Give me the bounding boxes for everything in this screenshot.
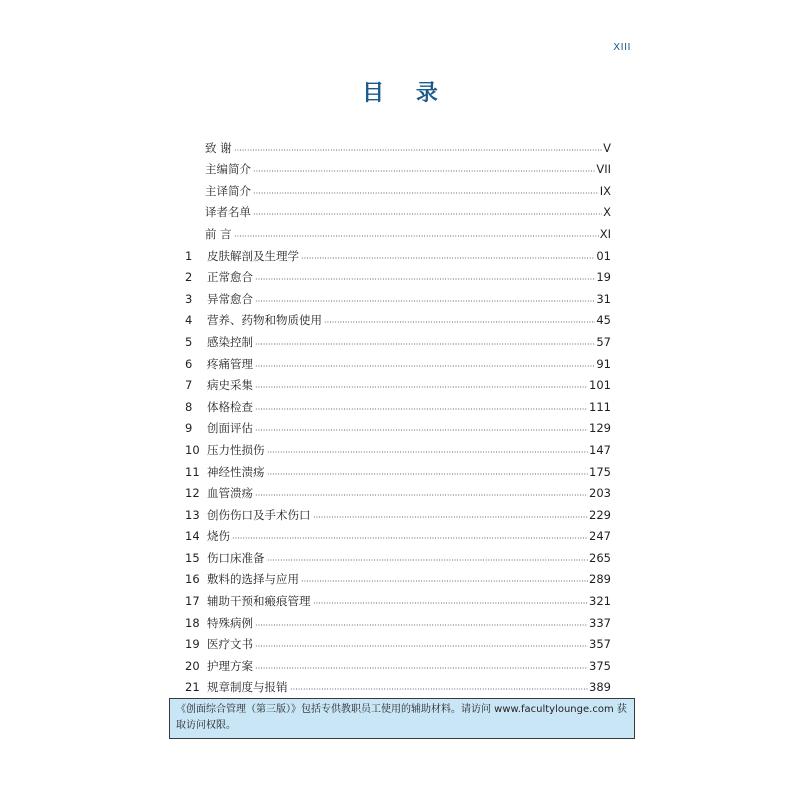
toc-entry-label: 创面评估 bbox=[207, 421, 253, 436]
toc-entry-label: 医疗文书 bbox=[207, 637, 253, 652]
toc-entry-label: 压力性损伤 bbox=[207, 442, 265, 457]
toc-entry-page: 375 bbox=[589, 658, 611, 673]
toc-entry[interactable] bbox=[185, 565, 611, 587]
toc-entry-label: 护理方案 bbox=[207, 658, 253, 673]
toc-entry[interactable] bbox=[185, 327, 611, 349]
toc-entry-label: 正常愈合 bbox=[207, 270, 253, 285]
toc-entry[interactable] bbox=[185, 630, 611, 652]
dot-leader bbox=[234, 234, 599, 238]
chapter-number: 20 bbox=[185, 658, 200, 673]
toc-entry-page: X bbox=[603, 205, 611, 220]
toc-entry-page: 389 bbox=[589, 680, 611, 695]
chapter-number: 14 bbox=[185, 529, 200, 544]
toc-entry[interactable] bbox=[185, 133, 611, 155]
toc-entry[interactable] bbox=[185, 500, 611, 522]
toc-entry-label: 异常愈合 bbox=[207, 291, 253, 306]
chapter-number: 5 bbox=[185, 334, 193, 349]
toc-entry[interactable] bbox=[185, 155, 611, 177]
toc-entry-page: 289 bbox=[589, 572, 611, 587]
toc-entry-label: 创伤伤口及手术伤口 bbox=[207, 507, 311, 522]
toc-entry-label: 伤口床准备 bbox=[207, 550, 265, 565]
toc-entry-label: 主译简介 bbox=[205, 183, 251, 198]
toc-entry[interactable] bbox=[185, 349, 611, 371]
toc-entry-page: IX bbox=[599, 183, 611, 198]
toc-entry[interactable] bbox=[185, 219, 611, 241]
toc-entry-label: 体格检查 bbox=[207, 399, 253, 414]
chapter-number: 17 bbox=[185, 594, 200, 609]
dot-leader bbox=[232, 536, 588, 540]
dot-leader bbox=[255, 407, 588, 411]
toc-entry-page: 265 bbox=[589, 550, 611, 565]
toc-entry-page: VII bbox=[596, 162, 611, 177]
chapter-number: 4 bbox=[185, 313, 193, 328]
toc-entry[interactable] bbox=[185, 479, 611, 501]
chapter-number: 10 bbox=[185, 442, 200, 457]
toc-entry-page: 229 bbox=[589, 507, 611, 522]
toc-entry-label: 血管溃疡 bbox=[207, 486, 253, 501]
toc-entry-page: 337 bbox=[589, 615, 611, 630]
dot-leader bbox=[255, 299, 595, 303]
chapter-number: 12 bbox=[185, 486, 200, 501]
chapter-number: 19 bbox=[185, 637, 200, 652]
dot-leader bbox=[253, 169, 595, 173]
dot-leader bbox=[301, 256, 595, 260]
chapter-number: 2 bbox=[185, 270, 193, 285]
toc-entry[interactable] bbox=[185, 284, 611, 306]
toc-entry[interactable] bbox=[185, 414, 611, 436]
toc-entry-label: 营养、药物和物质使用 bbox=[207, 313, 322, 328]
dot-leader bbox=[255, 493, 588, 497]
chapter-number: 15 bbox=[185, 550, 200, 565]
chapter-number: 1 bbox=[185, 248, 193, 263]
toc-entry-label: 特殊病例 bbox=[207, 615, 253, 630]
toc-entry[interactable] bbox=[185, 435, 611, 457]
chapter-number: 6 bbox=[185, 356, 193, 371]
dot-leader bbox=[255, 342, 595, 346]
toc-entry-page: 147 bbox=[589, 442, 611, 457]
toc-entry[interactable] bbox=[185, 198, 611, 220]
dot-leader bbox=[324, 320, 595, 324]
chapter-number: 3 bbox=[185, 291, 193, 306]
toc-entry[interactable] bbox=[185, 371, 611, 393]
toc-entry-page: 45 bbox=[596, 313, 611, 328]
dot-leader bbox=[253, 212, 602, 216]
dot-leader bbox=[255, 385, 588, 389]
toc-entry-label: 病史采集 bbox=[207, 378, 253, 393]
toc-entry-label: 规章制度与报销 bbox=[207, 680, 288, 695]
dot-leader bbox=[234, 148, 602, 152]
dot-leader bbox=[267, 472, 589, 476]
toc-entry[interactable] bbox=[185, 543, 611, 565]
toc-entry-page: 01 bbox=[596, 248, 611, 263]
dot-leader bbox=[255, 644, 588, 648]
dot-leader bbox=[267, 450, 589, 454]
toc-entry-page: XI bbox=[599, 226, 611, 241]
toc-entry-page: 129 bbox=[589, 421, 611, 436]
toc-entry[interactable] bbox=[185, 522, 611, 544]
dot-leader bbox=[255, 277, 595, 281]
dot-leader bbox=[301, 579, 588, 583]
toc-entry-page: 203 bbox=[589, 486, 611, 501]
dot-leader bbox=[313, 515, 589, 519]
access-note: 《创面综合管理（第三版）》包括专供教职员工使用的辅助材料。请访问 www.facultylounge.com 获取访问权限。 bbox=[169, 698, 635, 739]
dot-leader bbox=[267, 558, 589, 562]
toc-entry-page: V bbox=[603, 140, 611, 155]
toc-entry-page: 19 bbox=[596, 270, 611, 285]
toc-entry[interactable] bbox=[185, 263, 611, 285]
dot-leader bbox=[313, 601, 589, 605]
toc-entry-page: 247 bbox=[589, 529, 611, 544]
toc-entry[interactable] bbox=[185, 673, 611, 695]
toc-entry[interactable] bbox=[185, 651, 611, 673]
toc-entry-page: 101 bbox=[589, 378, 611, 393]
toc-entry[interactable] bbox=[185, 586, 611, 608]
dot-leader bbox=[255, 364, 595, 368]
toc-entry-label: 皮肤解剖及生理学 bbox=[207, 248, 299, 263]
toc-entry-label: 前 言 bbox=[205, 226, 232, 241]
toc-entry-label: 烧伤 bbox=[207, 529, 230, 544]
toc-entry-page: 31 bbox=[596, 291, 611, 306]
toc-entry-label: 译者名单 bbox=[205, 205, 251, 220]
toc-entry-label: 神经性溃疡 bbox=[207, 464, 265, 479]
dot-leader bbox=[255, 666, 588, 670]
toc-entry-label: 感染控制 bbox=[207, 334, 253, 349]
chapter-number: 7 bbox=[185, 378, 193, 393]
dot-leader bbox=[253, 191, 599, 195]
table-of-contents bbox=[185, 133, 611, 694]
toc-entry-page: 321 bbox=[589, 594, 611, 609]
toc-entry-page: 91 bbox=[596, 356, 611, 371]
toc-entry-page: 357 bbox=[589, 637, 611, 652]
toc-entry-label: 辅助干预和瘢痕管理 bbox=[207, 594, 311, 609]
toc-entry-label: 致 谢 bbox=[205, 140, 232, 155]
toc-entry-label: 敷料的选择与应用 bbox=[207, 572, 299, 587]
toc-entry[interactable] bbox=[185, 608, 611, 630]
chapter-number: 16 bbox=[185, 572, 200, 587]
toc-entry-label: 疼痛管理 bbox=[207, 356, 253, 371]
dot-leader bbox=[255, 623, 588, 627]
toc-entry-page: 111 bbox=[589, 399, 611, 414]
chapter-number: 11 bbox=[185, 464, 200, 479]
toc-entry[interactable] bbox=[185, 392, 611, 414]
toc-entry[interactable] bbox=[185, 306, 611, 328]
toc-entry-page: 57 bbox=[596, 334, 611, 349]
page-title: 目 录 bbox=[362, 81, 450, 106]
chapter-number: 9 bbox=[185, 421, 193, 436]
page-number: XIII bbox=[613, 42, 631, 53]
chapter-number: 8 bbox=[185, 399, 193, 414]
toc-entry[interactable] bbox=[185, 457, 611, 479]
chapter-number: 21 bbox=[185, 680, 200, 695]
toc-entry[interactable] bbox=[185, 241, 611, 263]
dot-leader bbox=[290, 687, 589, 691]
chapter-number: 18 bbox=[185, 615, 200, 630]
toc-entry-label: 主编简介 bbox=[205, 162, 251, 177]
toc-entry-page: 175 bbox=[589, 464, 611, 479]
dot-leader bbox=[255, 428, 588, 432]
chapter-number: 13 bbox=[185, 507, 200, 522]
toc-entry[interactable] bbox=[185, 176, 611, 198]
